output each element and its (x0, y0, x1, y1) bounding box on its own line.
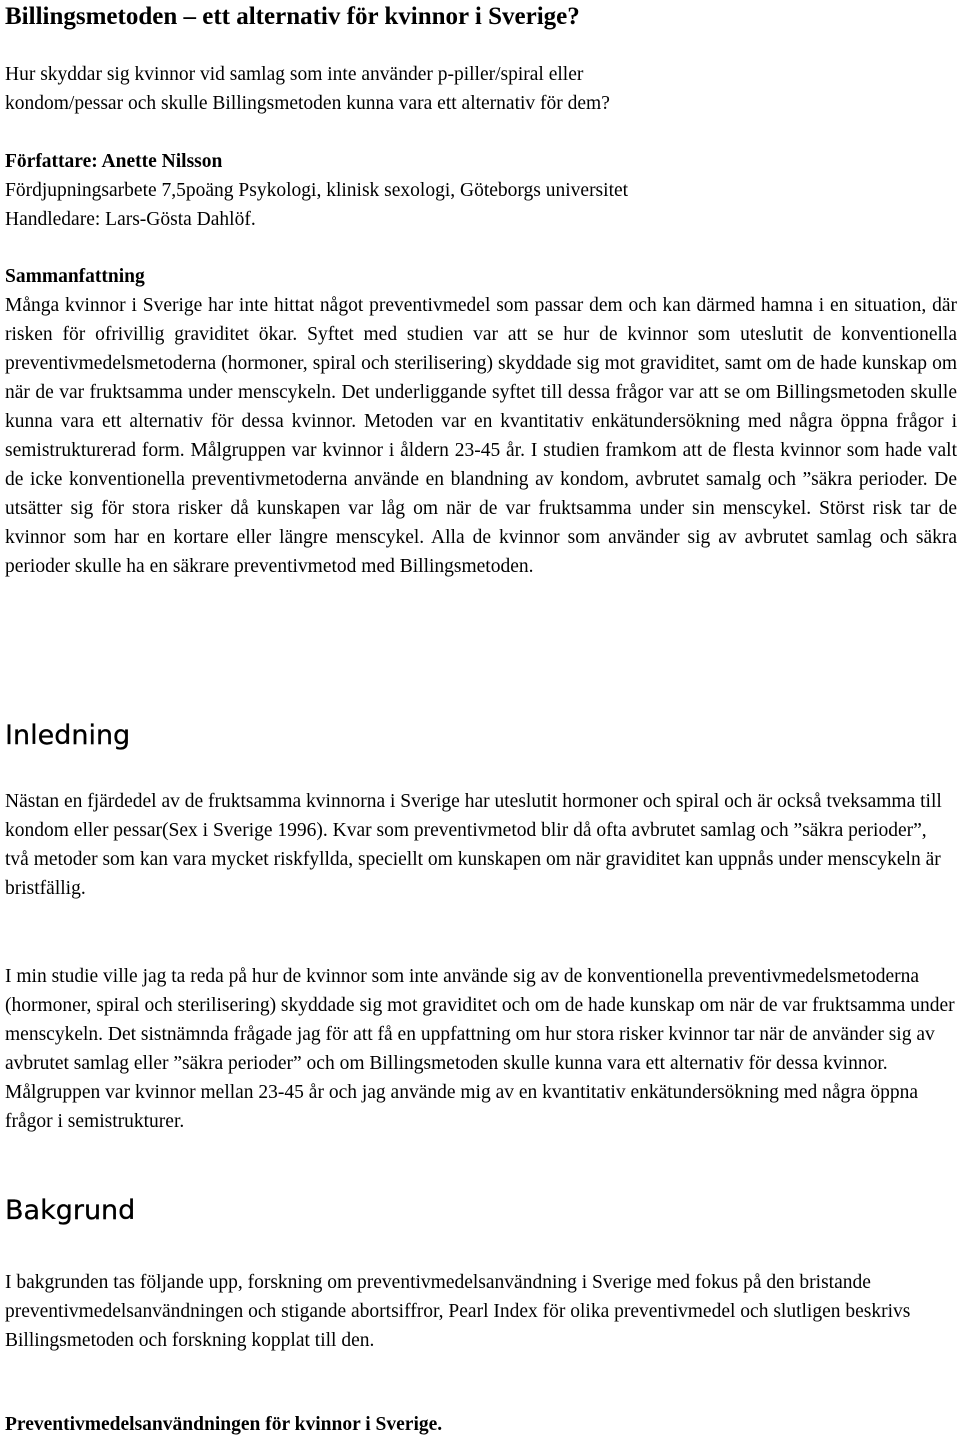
author-line: Författare: Anette Nilsson (5, 151, 223, 172)
section-heading-bakgrund: Bakgrund (5, 1195, 136, 1226)
document-title: Billingsmetoden – ett alternativ för kvinnor i Sverige? (5, 3, 580, 30)
supervisor-line: Handledare: Lars-Gösta Dahlöf. (5, 209, 256, 230)
inledning-paragraph-1: Nästan en fjärdedel av de fruktsamma kvinnorna i Sverige har uteslutit hormoner och spiral och är också tveksamma till kondom eller pessar(Sex i Sverige 1996). Kvar som preventivmetod blir då ofta avbrutet samlag och ”säkra perioder”, två metoder som kan vara mycket riskfyllda, speciellt om kunskapen om när graviditet kan uppnås under menscykeln är bristfällig. (5, 791, 942, 899)
inledning-paragraph-2: I min studie ville jag ta reda på hur de kvinnor som inte använde sig av de konventionella preventivmedelsmetoderna (hormoner, spiral och sterilisering) skyddade sig mot graviditet och om de hade kunskap om när de var fruktsamma under menscykeln. Det sistnämnda frågade jag för att få en uppfattning om hur stora risker kvinnor tar när de använder sig av avbrutet samlag eller ”säkra perioder” och om Billingsmetoden skulle kunna vara ett alternativ för dessa kvinnor. Målgruppen var kvinnor mellan 23-45 år och jag använde mig av en kvantitativ enkätundersökning med några öppna frågor i semistrukturer. (5, 966, 955, 1132)
summary-paragraph: Många kvinnor i Sverige har inte hittat något preventivmedel som passar dem och kan därmed hamna i en situation, där risken för ofrivillig graviditet ökar. Syftet med studien var att se hur de kvinnor som uteslutit de konventionella preventivmedelsmetoderna (hormoner, spiral och sterilisering) skyddade sig mot graviditet, samt om de hade kunskap om när de var fruktsamma under menscykeln. Det underliggande syftet till dessa frågor var att se om Billingsmetoden skulle kunna vara ett alternativ för dessa kvinnor. Metoden var en kvantitativ enkätundersökning med några öppna frågor i semistrukturerad form. Målgruppen var kvinnor i åldern 23-45 år. I studien framkom att de flesta kvinnor som hade valt de icke konventionella preventivmetoderna använde en blandning av kondom, avbrutet samalg och ”säkra perioder. De utsätter sig för stora risker då kunskapen var låg om när de var fruktsamma under sin menscykel. Störst risk tar de kvinnor som har en kortare eller längre menscykel. Alla de kvinnor som använder sig av avbrutet samlag och säkra perioder skulle ha en säkrare preventivmetod med Billingsmetoden. (5, 295, 957, 577)
subsection-heading: Preventivmedelsanvändningen för kvinnor i Sverige. (5, 1414, 443, 1435)
summary-heading: Sammanfattning (5, 266, 145, 287)
author-block (5, 147, 957, 234)
subtitle-line: Hur skyddar sig kvinnor vid samlag som inte använder p-piller/spiral eller (5, 64, 584, 85)
summary-section (5, 262, 957, 581)
document-subtitle (5, 60, 957, 118)
course-line: Fördjupningsarbete 7,5poäng Psykologi, klinisk sexologi, Göteborgs universitet (5, 180, 629, 201)
bakgrund-paragraph: I bakgrunden tas följande upp, forskning om preventivmedelsanvändning i Sverige med fokus på den bristande preventivmedelsanvändningen och stigande abortsiffror, Pearl Index för olika preventivmedel och slutligen beskrivs Billingsmetoden och forskning kopplat till den. (5, 1272, 911, 1351)
section-heading-inledning: Inledning (5, 720, 131, 751)
subtitle-line: kondom/pessar och skulle Billingsmetoden kunna vara ett alternativ för dem? (5, 93, 610, 114)
document-page (5, 0, 957, 1435)
